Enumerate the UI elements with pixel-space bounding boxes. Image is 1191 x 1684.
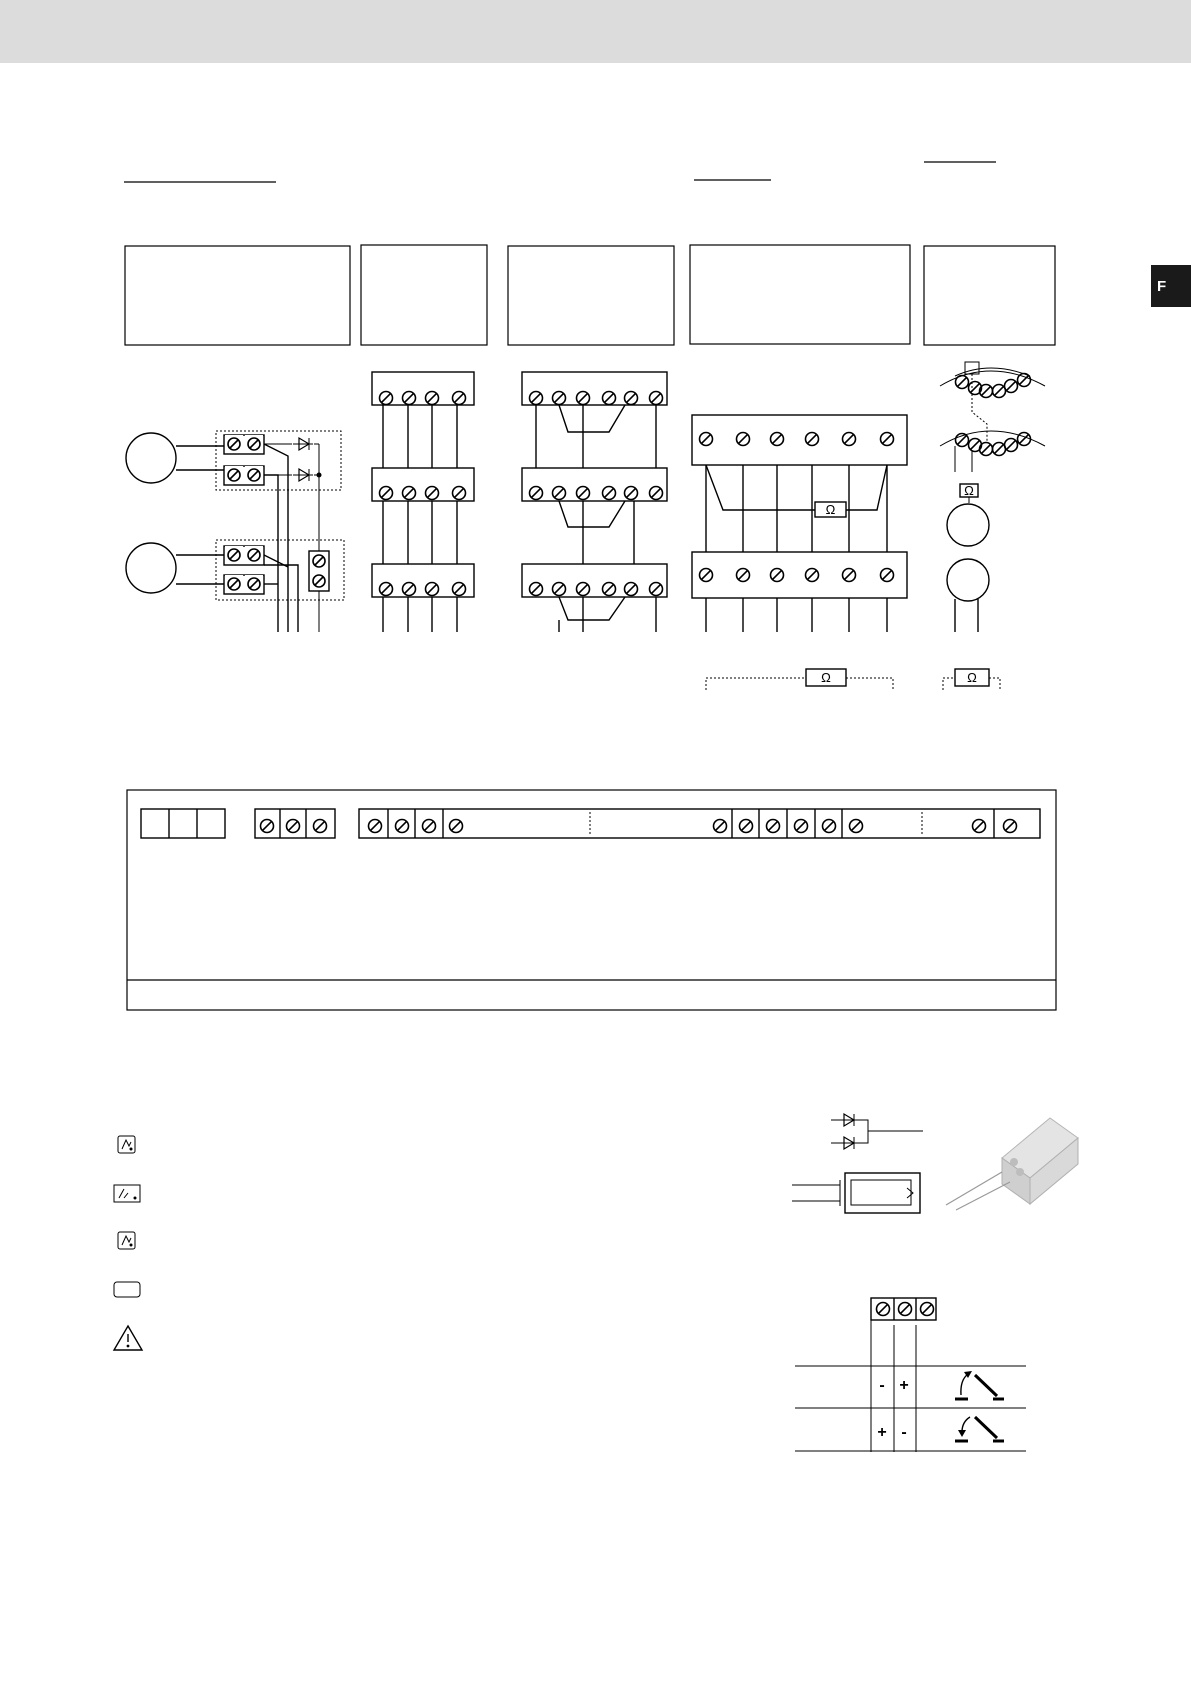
resistor-terminal-diagram <box>692 415 907 690</box>
capacitor-icon <box>845 1173 920 1213</box>
diode-icon <box>293 438 313 450</box>
manual-control-icon <box>118 1136 135 1153</box>
warning-icon <box>114 1326 142 1350</box>
gate-close-arrow-icon <box>955 1417 1004 1441</box>
control-board-frame <box>127 790 1056 1010</box>
terminal-stack-4way <box>372 372 474 632</box>
icon-legend <box>114 1136 142 1350</box>
language-tab-label: F <box>1157 277 1167 295</box>
gate-open-arrow-icon <box>955 1371 1004 1399</box>
svg-text:Ω: Ω <box>964 483 974 498</box>
svg-text:Ω: Ω <box>825 502 836 517</box>
diode-detail <box>792 1114 923 1213</box>
polarity-table <box>795 1298 1026 1452</box>
key-box-icon <box>114 1282 140 1297</box>
caption-box-3 <box>508 246 674 345</box>
caption-box-4 <box>690 245 910 344</box>
motor-icon <box>947 559 989 601</box>
caption-box-1 <box>125 246 350 345</box>
rotary-selector-diagram <box>940 362 1045 690</box>
svg-text:Ω: Ω <box>967 670 977 685</box>
polarity-cell: + <box>877 1424 887 1441</box>
terminal-stack-6way <box>522 372 667 632</box>
control-board <box>127 790 1056 1010</box>
polarity-cell: + <box>899 1377 909 1394</box>
partial-open-icon <box>114 1185 140 1202</box>
capacitor-photo <box>946 1118 1078 1210</box>
fuse-block <box>141 809 225 838</box>
manual-control-icon <box>118 1232 135 1249</box>
diode-icon <box>293 469 313 481</box>
svg-text:Ω: Ω <box>821 670 831 685</box>
motor-1-icon <box>126 433 176 483</box>
motor-2-icon <box>126 543 176 593</box>
motor-diode-diagram <box>126 431 344 632</box>
polarity-cell: - <box>901 1424 907 1441</box>
caption-box-5 <box>924 246 1055 345</box>
motor-icon <box>947 504 989 546</box>
polarity-cell: - <box>879 1377 885 1394</box>
caption-box-2 <box>361 245 487 345</box>
